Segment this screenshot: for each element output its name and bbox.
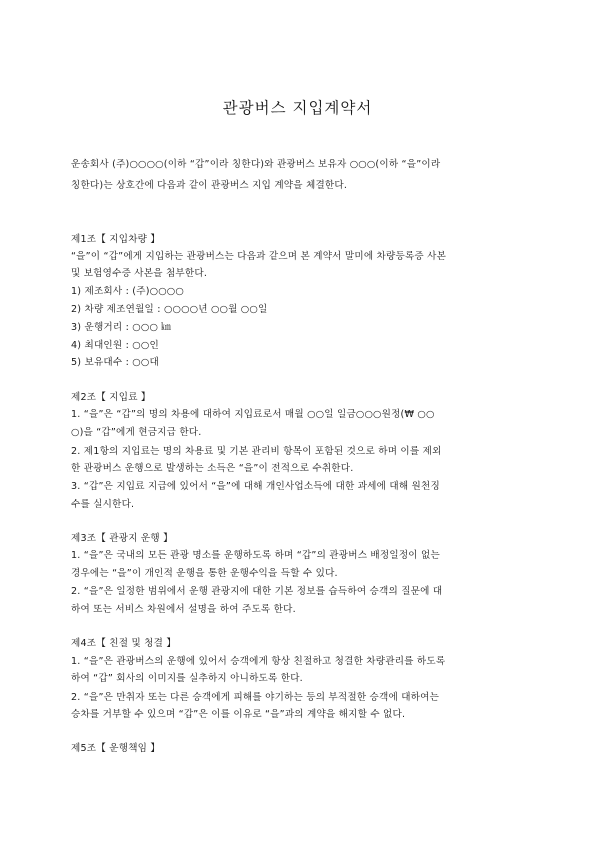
article-2-line: ○)을 “갑”에게 현금지급 한다. xyxy=(71,427,202,438)
article-3-line: 2. “을”은 일정한 범위에서 운행 관광지에 대한 기본 정보를 습득하여 승객의 질문에 대 xyxy=(71,586,443,597)
article-3-line: 경우에는 “을”이 개인적 운행을 통한 운행수익을 득할 수 있다. xyxy=(71,568,338,579)
article-3-heading: 제3조【 관광지 운행 】 xyxy=(71,533,173,544)
article-1-heading: 제1조【 지입차량 】 xyxy=(71,234,161,245)
document-title: 관광버스 지입계약서 xyxy=(222,99,373,117)
article-2-line: 3. “갑”은 지입료 지급에 있어서 “을”에 대해 개인사업소득에 대한 과세에 대해 원천징 xyxy=(71,481,440,492)
article-3-line: 하여 또는 서비스 차원에서 설명을 하여 주도록 한다. xyxy=(71,604,296,615)
intro-line-1: 운송회사 (주)○○○○(이하 “갑”이라 칭한다)와 관광버스 보유자 ○○○(이하 “을”이라 xyxy=(71,159,441,170)
article-1-line: 2) 차량 제조연월일 : ○○○○년 ○○월 ○○일 xyxy=(71,304,268,315)
article-3-line: 1. “을”은 국내의 모든 관광 명소를 운행하도록 하며 “갑”의 관광버스 배정일정이 없는 xyxy=(71,550,440,561)
article-1-line: 3) 운행거리 : ○○○ ㎞ xyxy=(71,322,172,333)
article-1-line: 4) 최대인원 : ○○인 xyxy=(71,340,159,351)
article-1-line: 및 보험영수증 사본을 첨부한다. xyxy=(71,268,208,279)
article-1-line: 1) 제조회사 : (주)○○○○ xyxy=(71,286,184,297)
article-4-line: 2. “을”은 만취자 또는 다른 승객에게 피해를 야기하는 등의 부적절한 승객에 대하여는 xyxy=(71,692,440,703)
article-4-line: 하여 “갑” 회사의 이미지를 실추하지 아니하도록 한다. xyxy=(71,673,303,684)
article-1-line: “을”이 “갑”에게 지입하는 관광버스는 다음과 같으며 본 계약서 말미에 차량등록증 사본 xyxy=(71,251,447,262)
article-4-line: 1. “을”은 관광버스의 운행에 있어서 승객에게 항상 친절하고 청결한 차량관리를 하도록 xyxy=(71,656,446,667)
article-4-heading: 제4조【 친절 및 청결 】 xyxy=(71,638,177,649)
article-1-line: 5) 보유대수 : ○○대 xyxy=(71,357,159,368)
article-2-line: 1. “을”은 “갑”의 명의 차용에 대하여 지입료로서 매월 ○○일 일금○○○원정(₩ ○○ xyxy=(71,409,435,420)
article-2-heading: 제2조【 지입료 】 xyxy=(71,392,151,403)
article-2-line: 2. 제1항의 지입료는 명의 차용료 및 기본 관리비 항목이 포함된 것으로 하며 이를 제외 xyxy=(71,446,442,457)
article-5-heading: 제5조【 운행책임 】 xyxy=(71,743,161,754)
article-2-line: 한 관광버스 운행으로 발생하는 소득은 “을”이 전적으로 수취한다. xyxy=(71,463,354,474)
intro-line-2: 칭한다)는 상호간에 다음과 같이 관광버스 지입 계약을 체결한다. xyxy=(71,180,348,191)
article-4-line: 승차를 거부할 수 있으며 “갑”은 이를 이유로 “을”과의 계약을 해지할 수 없다. xyxy=(71,709,406,720)
article-2-line: 수를 실시한다. xyxy=(71,499,135,510)
